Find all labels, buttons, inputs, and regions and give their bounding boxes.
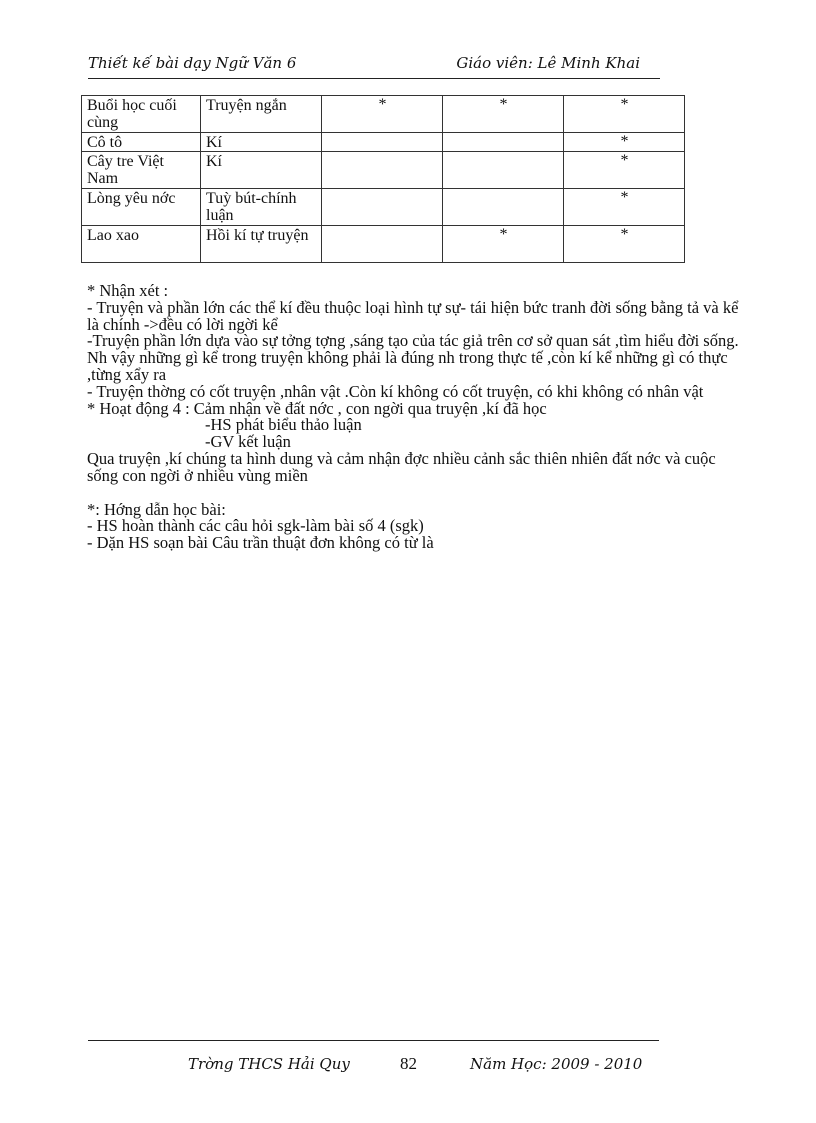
activity-step: -GV kết luận xyxy=(205,432,291,452)
header-teacher: Giáo viên: Lê Minh Khai xyxy=(456,54,640,72)
header-lesson-title: Thiết kế bài dạy Ngữ Văn 6 xyxy=(88,54,297,72)
table-row xyxy=(82,226,685,263)
work-title: Buổi học cuối cùng xyxy=(82,96,201,133)
remark-paragraph: - Truyện và phần lớn các thể kí đều thuộc loại hình tự sự- tái hiện bức tranh đời sống bằng tả và kể là chính ->đều có lời ngời kể xyxy=(87,297,739,334)
page-header xyxy=(88,52,660,79)
mark-cell: * xyxy=(564,152,685,189)
spacer xyxy=(87,485,747,502)
work-genre: Kí xyxy=(201,152,322,189)
conclusion-paragraph: Qua truyện ,kí chúng ta hình dung và cảm nhận đợc nhiều cảnh sắc thiên nhiên đất nớc và cuộc sống con ngời ở nhiều vùng miền xyxy=(87,448,716,485)
work-title: Lao xao xyxy=(82,226,201,263)
work-genre: Tuỳ bút-chính luận xyxy=(201,189,322,226)
mark-cell: * xyxy=(564,133,685,152)
table-row xyxy=(82,96,685,133)
table-row xyxy=(82,189,685,226)
work-genre: Hồi kí tự truyện xyxy=(201,226,322,263)
mark-cell: * xyxy=(564,226,685,263)
mark-cell: * xyxy=(322,96,443,133)
activity-heading: * Hoạt động 4 : Cảm nhận về đất nớc , con ngời qua truyện ,kí đã học xyxy=(87,398,547,418)
footer-school-year: Năm Học: 2009 - 2010 xyxy=(470,1055,643,1073)
mark-cell xyxy=(322,189,443,226)
mark-cell xyxy=(443,189,564,226)
remark-heading: * Nhận xét : xyxy=(87,281,169,300)
page-footer xyxy=(88,1055,659,1075)
mark-cell xyxy=(322,133,443,152)
lesson-notes xyxy=(87,283,747,552)
mark-cell xyxy=(443,133,564,152)
mark-cell: * xyxy=(443,96,564,133)
work-genre: Kí xyxy=(201,133,322,152)
homework-heading: *: Hớng dẫn học bài: xyxy=(87,499,226,519)
remark-paragraph: -Truyện phần lớn dựa vào sự tởng tợng ,sáng tạo của tác giả trên cơ sở quan sát ,tìm hiểu đời sống. Nh vậy những gì kể trong truyện không phải là đúng nh trong thực tế ,còn kí kể những gì có thực ,từng xẩy ra xyxy=(87,331,739,384)
remark-paragraph: - Truyện thờng có cốt truyện ,nhân vật .Còn kí không có cốt truyện, có khi không có nhân vật xyxy=(87,381,704,401)
page-number: 82 xyxy=(400,1054,417,1073)
mark-cell: * xyxy=(564,96,685,133)
footer-divider xyxy=(88,1040,659,1041)
mark-cell: * xyxy=(564,189,685,226)
work-genre: Truyện ngắn xyxy=(201,96,322,133)
mark-cell xyxy=(322,226,443,263)
mark-cell xyxy=(443,152,564,189)
mark-cell xyxy=(322,152,443,189)
work-title: Cây tre Việt Nam xyxy=(82,152,201,189)
work-title: Cô tô xyxy=(82,133,201,152)
homework-item: - HS hoàn thành các câu hỏi sgk-làm bài số 4 (sgk) xyxy=(87,516,424,536)
table-row xyxy=(82,152,685,189)
table-row xyxy=(82,133,685,152)
activity-step: -HS phát biểu thảo luận xyxy=(205,415,362,435)
work-title: Lòng yêu nớc xyxy=(82,189,201,226)
mark-cell: * xyxy=(443,226,564,263)
literature-table xyxy=(81,95,685,263)
footer-school: Trờng THCS Hải Quy xyxy=(188,1055,350,1073)
homework-item: - Dặn HS soạn bài Câu trần thuật đơn không có từ là xyxy=(87,533,434,553)
